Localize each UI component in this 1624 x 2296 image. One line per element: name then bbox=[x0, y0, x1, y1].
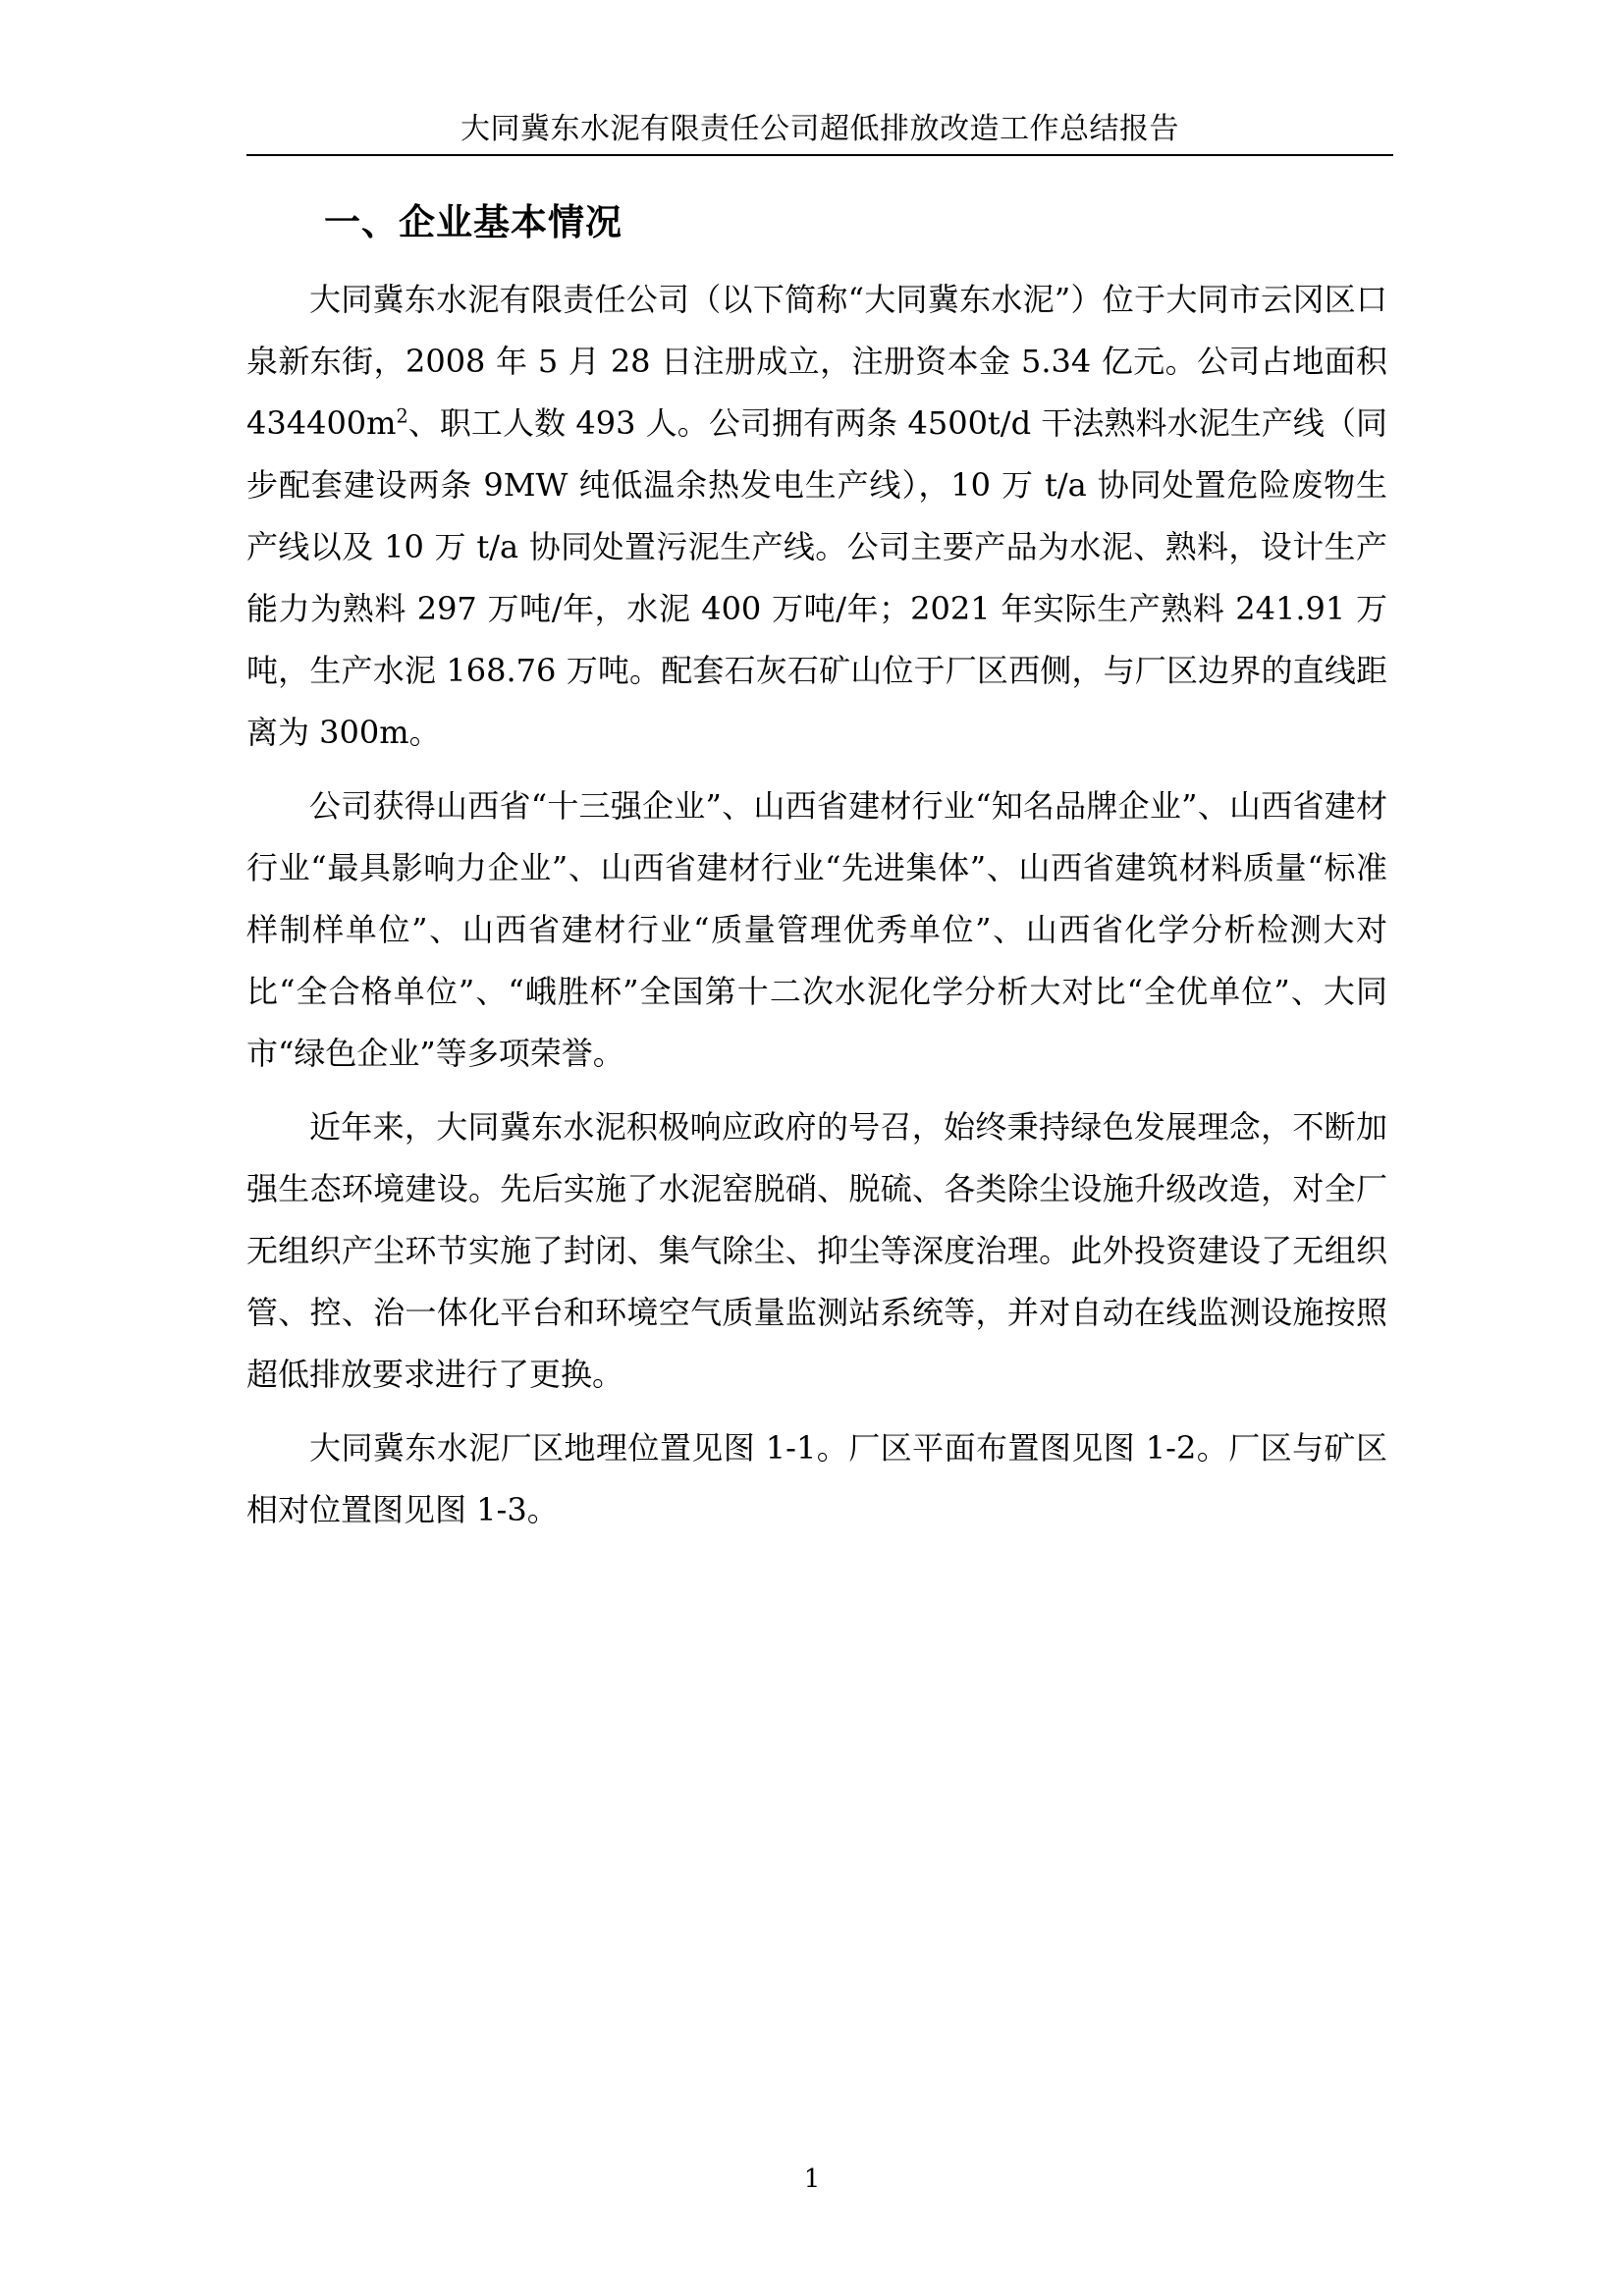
paragraph-text: 、职工人数 493 人。公司拥有两条 4500t/d 干法熟料水泥生产线（同步配套建设两条 9MW 纯低温余热发电生产线），10 万 t/a 协同处置危险废物生产线以及 10 万 t/a 协同处置污泥生产线。公司主要产品为水泥、熟料，设计生产能力为熟料 297 万吨/年，水泥 400 万吨/年；2021 年实际生产熟料 241.91 万吨，生产水泥 168.76 万吨。配套石灰石矿山位于厂区西侧，与厂区边界的直线距离为 300m。 bbox=[246, 404, 1387, 751]
paragraph-company-overview bbox=[246, 269, 1387, 764]
paragraph-figure-references: 大同冀东水泥厂区地理位置见图 1-1。厂区平面布置图见图 1-2。厂区与矿区相对位置图见图 1-3。 bbox=[246, 1429, 1387, 1528]
paragraph-text: 大同冀东水泥有限责任公司（以下简称“大同冀东水泥”）位于大同市云冈区口泉新东街，2008 年 5 月 28 日注册成立，注册资本金 5.34 亿元。公司占地面积 434400m bbox=[246, 281, 1387, 442]
page-number: 1 bbox=[803, 2164, 821, 2194]
document-body bbox=[246, 269, 1387, 1553]
superscript: 2 bbox=[396, 404, 408, 428]
paragraph-honors: 公司获得山西省“十三强企业”、山西省建材行业“知名品牌企业”、山西省建材行业“最具影响力企业”、山西省建材行业“先进集体”、山西省建筑材料质量“标准样制样单位”、山西省建材行业“质量管理优秀单位”、山西省化学分析检测大对比“全合格单位”、“峨胜杯”全国第十二次水泥化学分析大对比“全优单位”、大同市“绿色企业”等多项荣誉。 bbox=[246, 787, 1387, 1072]
header-rule bbox=[246, 154, 1393, 156]
paragraph-environmental-efforts: 近年来，大同冀东水泥积极响应政府的号召，始终秉持绿色发展理念，不断加强生态环境建设。先后实施了水泥窑脱硝、脱硫、各类除尘设施升级改造，对全厂无组织产尘环节实施了封闭、集气除尘、抑尘等深度治理。此外投资建设了无组织管、控、治一体化平台和环境空气质量监测站系统等，并对自动在线监测设施按照超低排放要求进行了更换。 bbox=[246, 1108, 1387, 1393]
section-title: 一、企业基本情况 bbox=[324, 201, 623, 243]
page-header-title: 大同冀东水泥有限责任公司超低排放改造工作总结报告 bbox=[460, 112, 1179, 146]
